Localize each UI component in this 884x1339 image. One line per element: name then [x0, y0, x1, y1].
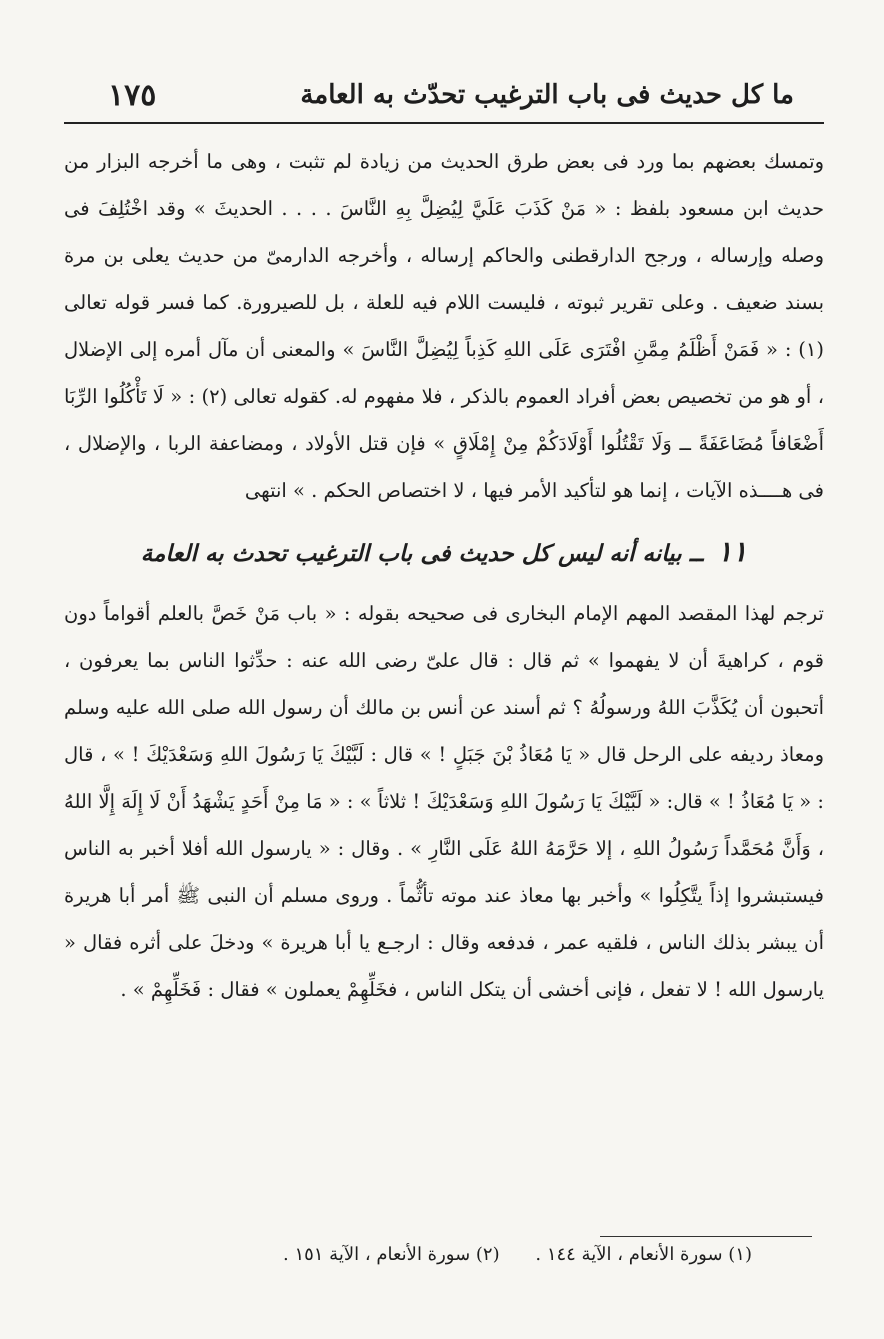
running-title: ما كل حديث فى باب الترغيب تحدّث به العامة — [300, 80, 794, 110]
footnote-1: (١) سورة الأنعام ، الآية ١٤٤ . — [535, 1244, 752, 1265]
footnote-rule — [600, 1236, 812, 1237]
section-heading — [64, 532, 824, 574]
paragraph: وتمسك بعضهم بما ورد فى بعض طرق الحديث من زيادة لم تثبت ، وهى ما أخرجه البزار من حديث ابن مسعود بلفظ : « مَنْ كَذَبَ عَلَيَّ لِيُضِلَّ بِهِ النَّاسَ . . . . الحديثَ » وقد اخْتُلِفَ فى وصله وإرساله ، ورجح الدارقطنى والحاكم إرساله ، وأخرجه الدارمىّ من حديث يعلى بن مرة بسند ضعيف . وعلى تقرير ثبوته ، فليست اللام فيه للعلة ، بل للصيرورة. كما فسر قوله تعالى (١) : « فَمَنْ أَظْلَمُ مِمَّنِ افْتَرَى عَلَى اللهِ كَذِباً لِيُضِلَّ النَّاسَ » والمعنى أن مآل أمره إلى الإضلال ، أو هو من تخصيص بعض أفراد العموم بالذكر ، فلا مفهوم له. كقوله تعالى (٢) : « لَا تَأْكُلُوا الرِّبَا أَضْعَافاً مُضَاعَفَةً ــ وَلَا تَقْتُلُوا أَوْلَادَكُمْ مِنْ إِمْلَاقٍ » فإن قتل الأولاد ، ومضاعفة الربا ، والإضلال ، فى هــــذه الآيات ، إنما هو لتأكيد الأمر فيها ، لا اختصاص الحكم . » انتهى — [64, 150, 824, 502]
section-heading-text: ــ بيانه أنه ليس كل حديث فى باب الترغيب تحدث به العامة — [140, 540, 704, 567]
paragraph: ترجم لهذا المقصد المهم الإمام البخارى فى صحيحه بقوله : « باب مَنْ خَصَّ بالعلم أقواماً دون قوم ، كراهيةَ أن لا يفهموا » ثم قال : قال علىّ رضى الله عنه : حدِّثوا الناس بما يعرفون ، أتحبون أن يُكَذَّبَ اللهُ ورسولُهُ ؟ ثم أسند عن أنس بن مالك أن رسول الله صلى الله عليه وسلم ومعاذ رديفه على الرحل قال « يَا مُعَاذُ بْنَ جَبَلٍ ! » قال : لَبَّيْكَ يَا رَسُولَ اللهِ وَسَعْدَيْكَ ! » ، قال : « يَا مُعَاذُ ! » قال: « لَبَّيْكَ يَا رَسُولَ اللهِ وَسَعْدَيْكَ ! ثلاثاً » : « مَا مِنْ أَحَدٍ يَشْهَدُ أَنْ لَا إِلَهَ إِلَّا اللهُ ، وَأَنَّ مُحَمَّداً رَسُولُ اللهِ ، إلا حَرَّمَهُ اللهُ عَلَى النَّارِ » . وقال : « يارسول الله أفلا أخبر به الناس فيستبشروا إذاً يتَّكِلُوا » وأخبر بها معاذ عند موته تأثُّماً . وروى مسلم أن النبى ﷺ أمر أبا هريرة أن يبشر بذلك الناس ، فلقيه عمر ، فدفعه وقال : ارجـع يا أبا هريرة » ودخلَ على أثره فقال « يارسول الله ! لا تفعل ، فإنى أخشى أن يتكل الناس ، فخَلِّهِمْ يعملون » فقال : فَخَلِّهِمْ » . — [64, 602, 824, 1001]
page-number: ١٧٥ — [108, 78, 157, 113]
main-text — [64, 138, 824, 1013]
running-header — [64, 70, 824, 118]
footnote-2: (٢) سورة الأنعام ، الآية ١٥١ . — [282, 1244, 500, 1265]
header-rule — [64, 122, 824, 124]
section-number: ١١ — [717, 535, 748, 568]
footnotes — [253, 1244, 752, 1265]
